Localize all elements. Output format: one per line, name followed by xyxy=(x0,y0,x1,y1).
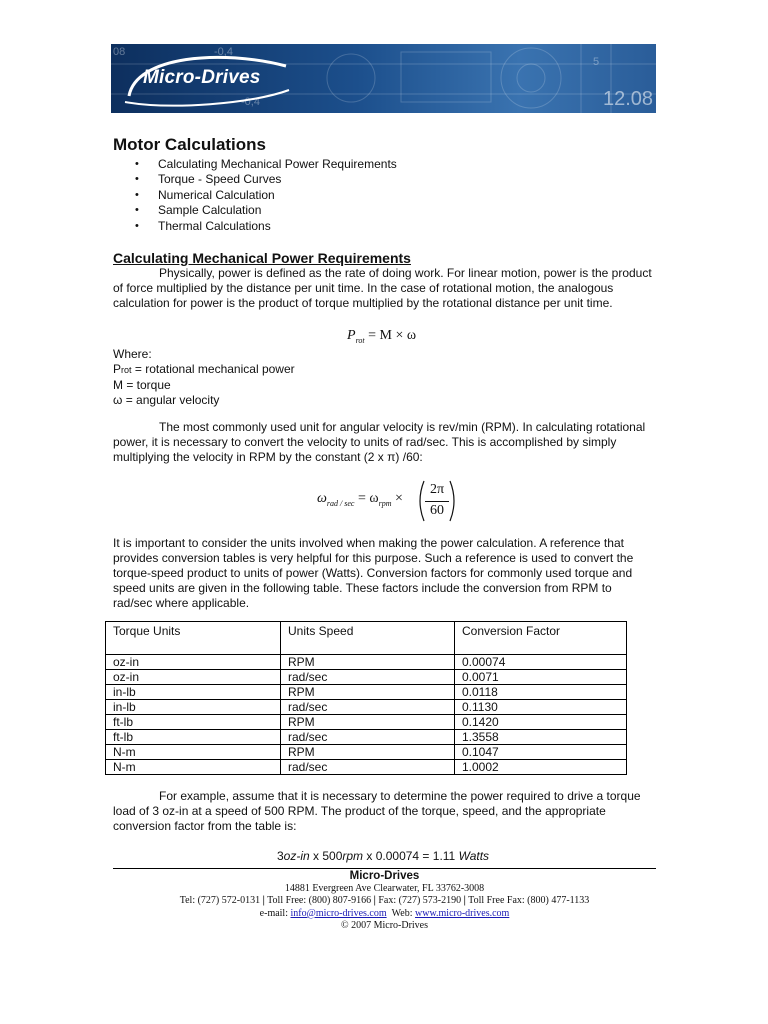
column-header: Conversion Factor xyxy=(455,622,627,655)
paragraph-example: For example, assume that it is necessary to determine the power required to drive a torque load of 3 oz-in at a speed of 500 RPM. The product of the torque, speed, and the appropriate conversion factor from the table is: xyxy=(113,789,641,833)
table-cell: RPM xyxy=(281,685,455,700)
calc-value: x 500 xyxy=(309,849,343,863)
toc-item: • Torque - Speed Curves xyxy=(113,172,397,187)
section-heading: Calculating Mechanical Power Requirements xyxy=(113,250,411,266)
header-banner xyxy=(111,44,656,113)
table-cell: in-lb xyxy=(106,700,281,715)
toc-item: • Sample Calculation xyxy=(113,203,397,218)
table-row xyxy=(106,715,627,730)
separator: | xyxy=(262,895,265,906)
calc-value: 3 xyxy=(276,849,284,863)
table-cell: ft-lb xyxy=(106,715,281,730)
footer-tollfree-fax: Toll Free Fax: (800) 477-1133 xyxy=(468,895,590,906)
table-cell: 0.1130 xyxy=(455,700,627,715)
definitions-list xyxy=(113,347,295,408)
conversion-table xyxy=(105,621,627,775)
paragraph-units: It is important to consider the units involved when making the power calculation. A reference that provides conversion tables is very helpful for this purpose. Such a reference is used to convert the torque-speed product to units of power (Watts). Conversion factors for commonly used torque and speed units are given in the following table. These factors include the conversion from RPM to rad/sec where applicable. xyxy=(113,536,634,610)
footer-fax: Fax: (727) 573-2190 xyxy=(378,895,462,906)
definition-item xyxy=(113,378,295,393)
page-footer xyxy=(113,870,656,933)
table-cell: rad/sec xyxy=(281,670,455,685)
paragraph-power-definition: Physically, power is defined as the rate of doing work. For linear motion, power is the product of force multiplied by the distance per unit time. In the case of rotational motion, the analogous calculation for power is the product of torque multiplied by the rotational distance per unit time. xyxy=(113,266,652,310)
column-header: Units Speed xyxy=(281,622,455,655)
definition-item xyxy=(113,393,295,408)
table-row xyxy=(106,730,627,745)
website-link[interactable]: www.micro-drives.com xyxy=(415,907,510,919)
footer-address: 14881 Evergreen Ave Clearwater, FL 33762-3008 xyxy=(284,882,485,894)
table-cell: rad/sec xyxy=(281,700,455,715)
email-link[interactable]: info@micro-drives.com xyxy=(290,907,387,919)
fraction-bar xyxy=(425,501,449,502)
eq-subscript: rot xyxy=(355,335,365,345)
toc-item: • Calculating Mechanical Power Requirements xyxy=(113,157,397,172)
eq-subscript: rpm xyxy=(378,498,392,508)
def-symbol: P xyxy=(113,362,122,376)
table-row xyxy=(106,685,627,700)
eq-symbol: P xyxy=(347,328,356,343)
paragraph-angular-velocity: The most commonly used unit for angular velocity is rev/min (RPM). In calculating rotational power, it is necessary to convert the velocity to units of rad/sec. This is accomplished by simply multiplying the velocity in RPM by the constant (2 x π) /60: xyxy=(113,420,646,464)
footer-tollfree: Toll Free: (800) 807-9166 xyxy=(267,895,372,906)
footer-contacts xyxy=(113,908,656,921)
calc-unit: oz-in xyxy=(283,849,310,863)
table-cell: N-m xyxy=(106,745,281,760)
company-logo: Micro-Drives xyxy=(143,67,261,88)
toc-item: • Thermal Calculations xyxy=(113,219,397,234)
table-cell: 1.3558 xyxy=(455,730,627,745)
eq-rhs: = M × ω xyxy=(368,328,417,343)
eq-denominator: 60 xyxy=(430,503,444,518)
table-row xyxy=(106,700,627,715)
table-cell: 0.1047 xyxy=(455,745,627,760)
table-cell: oz-in xyxy=(106,655,281,670)
eq-subscript: rad / sec xyxy=(326,498,355,508)
footer-tel: Tel: (727) 572-0131 xyxy=(179,895,261,906)
table-cell: RPM xyxy=(281,655,455,670)
footer-divider xyxy=(113,868,656,869)
calc-value: x 0.00074 = 1.11 xyxy=(363,849,459,863)
table-header-row xyxy=(106,622,627,655)
banner-deco-number: 12.08 xyxy=(603,88,654,110)
def-subscript: rot xyxy=(121,365,132,375)
table-cell: 0.1420 xyxy=(455,715,627,730)
definition-item xyxy=(113,362,295,378)
email-label: e-mail: xyxy=(259,907,291,919)
right-paren-icon xyxy=(448,480,460,522)
def-text: = angular velocity xyxy=(122,393,220,407)
eq-omega-rpm: = ω xyxy=(357,491,379,506)
table-cell: 1.0002 xyxy=(455,760,627,775)
footer-copyright: © 2007 Micro-Drives xyxy=(340,920,429,931)
separator: | xyxy=(463,895,466,906)
def-text: = torque xyxy=(123,378,171,392)
web-label: Web: xyxy=(391,907,415,919)
footer-brand: Micro-Drives xyxy=(349,870,420,882)
example-calculation xyxy=(113,849,653,863)
table-row xyxy=(106,745,627,760)
table-row xyxy=(106,670,627,685)
separator: | xyxy=(373,895,376,906)
table-cell: N-m xyxy=(106,760,281,775)
table-cell: ft-lb xyxy=(106,730,281,745)
eq-numerator: 2π xyxy=(429,482,445,497)
banner-deco-number: 08 xyxy=(113,46,126,58)
toc-item: • Numerical Calculation xyxy=(113,188,397,203)
table-cell: in-lb xyxy=(106,685,281,700)
where-label: Where: xyxy=(113,347,152,361)
table-row xyxy=(106,760,627,775)
column-header: Torque Units xyxy=(106,622,281,655)
table-cell: rad/sec xyxy=(281,760,455,775)
footer-phones xyxy=(113,895,656,908)
table-cell: 0.00074 xyxy=(455,655,627,670)
table-cell: RPM xyxy=(281,745,455,760)
calc-unit: Watts xyxy=(458,849,490,863)
eq-times: × xyxy=(394,491,403,506)
calc-unit: rpm xyxy=(342,849,364,863)
table-cell: 0.0118 xyxy=(455,685,627,700)
banner-deco-number: -0,4 xyxy=(241,96,260,108)
def-text: = rotational mechanical power xyxy=(131,362,295,376)
def-symbol: M xyxy=(113,378,123,392)
eq-omega: ω xyxy=(317,491,327,506)
table-cell: RPM xyxy=(281,715,455,730)
table-cell: rad/sec xyxy=(281,730,455,745)
table-cell: oz-in xyxy=(106,670,281,685)
table-of-contents xyxy=(113,157,397,234)
page-title: Motor Calculations xyxy=(113,135,267,154)
banner-deco-number: -0,4 xyxy=(214,46,233,58)
def-symbol: ω xyxy=(113,393,123,407)
table-cell: 0.0071 xyxy=(455,670,627,685)
table-row xyxy=(106,655,627,670)
equation-power xyxy=(347,328,416,345)
banner-deco-number: 5 xyxy=(593,56,600,68)
